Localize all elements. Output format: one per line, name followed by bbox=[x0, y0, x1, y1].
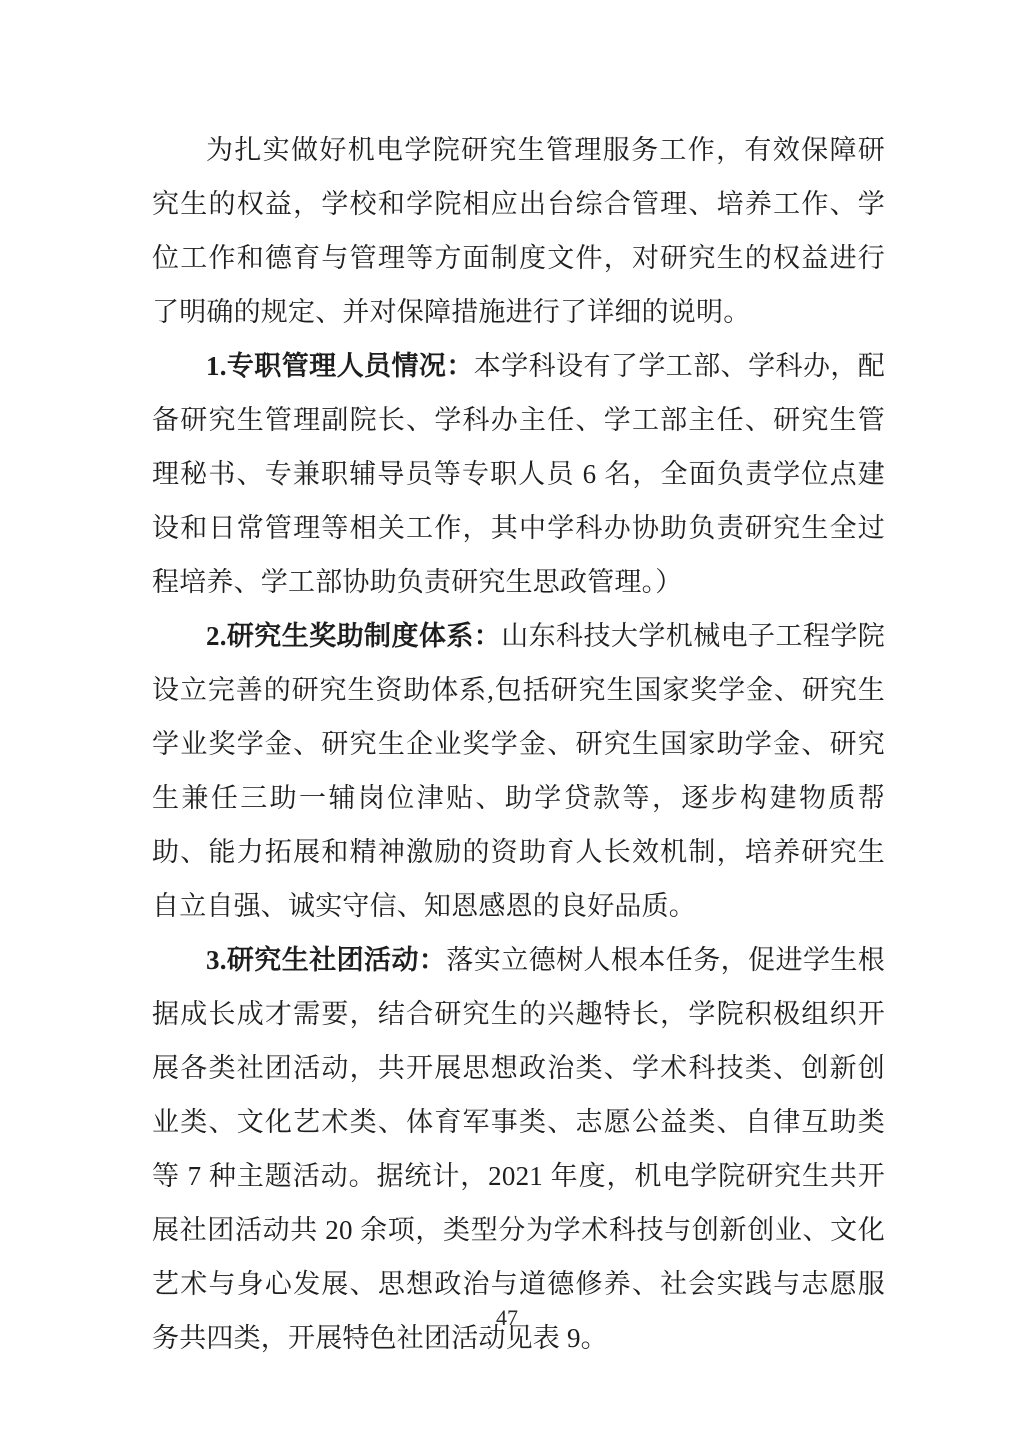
page-number: 47 bbox=[496, 1305, 518, 1330]
paragraph-text: 本学科设有了学工部、学科办，配备研究生管理副院长、学科办主任、学工部主任、研究生管理秘书、专兼职辅导员等专职人员 6 名，全面负责学位点建设和日常管理等相关工作，其中学科办协助负责研究生全过程培养、学工部协助负责研究生思政管理。） bbox=[152, 351, 886, 597]
paragraph-intro bbox=[152, 123, 885, 339]
paragraph-text: 为扎实做好机电学院研究生管理服务工作，有效保障研究生的权益，学校和学院相应出台综合管理、培养工作、学位工作和德育与管理等方面制度文件，对研究生的权益进行了明确的规定、并对保障措施进行了详细的说明。 bbox=[152, 135, 885, 327]
paragraph-staff bbox=[152, 339, 885, 609]
paragraph-text: 落实立德树人根本任务，促进学生根据成长成才需要，结合研究生的兴趣特长，学院积极组织开展各类社团活动，共开展思想政治类、学术科技类、创新创业类、文化艺术类、体育军事类、志愿公益类、自律互助类等 7 种主题活动。据统计，2021 年度，机电学院研究生共开展社团活动共 20 余项，类型分为学术科技与创新创业、文化艺术与身心发展、思想政治与道德修养、社会实践与志愿服务共四类，开展特色社团活动见表 9。 bbox=[152, 945, 886, 1353]
section-heading-clubs: 3.研究生社团活动： bbox=[206, 945, 447, 975]
section-heading-funding: 2.研究生奖助制度体系： bbox=[206, 621, 502, 651]
paragraph-text: 山东科技大学机械电子工程学院设立完善的研究生资助体系,包括研究生国家奖学金、研究生学业奖学金、研究生企业奖学金、研究生国家助学金、研究生兼任三助一辅岗位津贴、助学贷款等，逐步构建物质帮助、能力拓展和精神激励的资助育人长效机制，培养研究生自立自强、诚实守信、知恩感恩的良好品质。 bbox=[152, 621, 885, 921]
page-body-text bbox=[152, 123, 885, 1365]
section-heading-staff: 1.专职管理人员情况： bbox=[206, 351, 474, 381]
paragraph-funding bbox=[152, 609, 885, 933]
paragraph-clubs bbox=[152, 933, 885, 1365]
